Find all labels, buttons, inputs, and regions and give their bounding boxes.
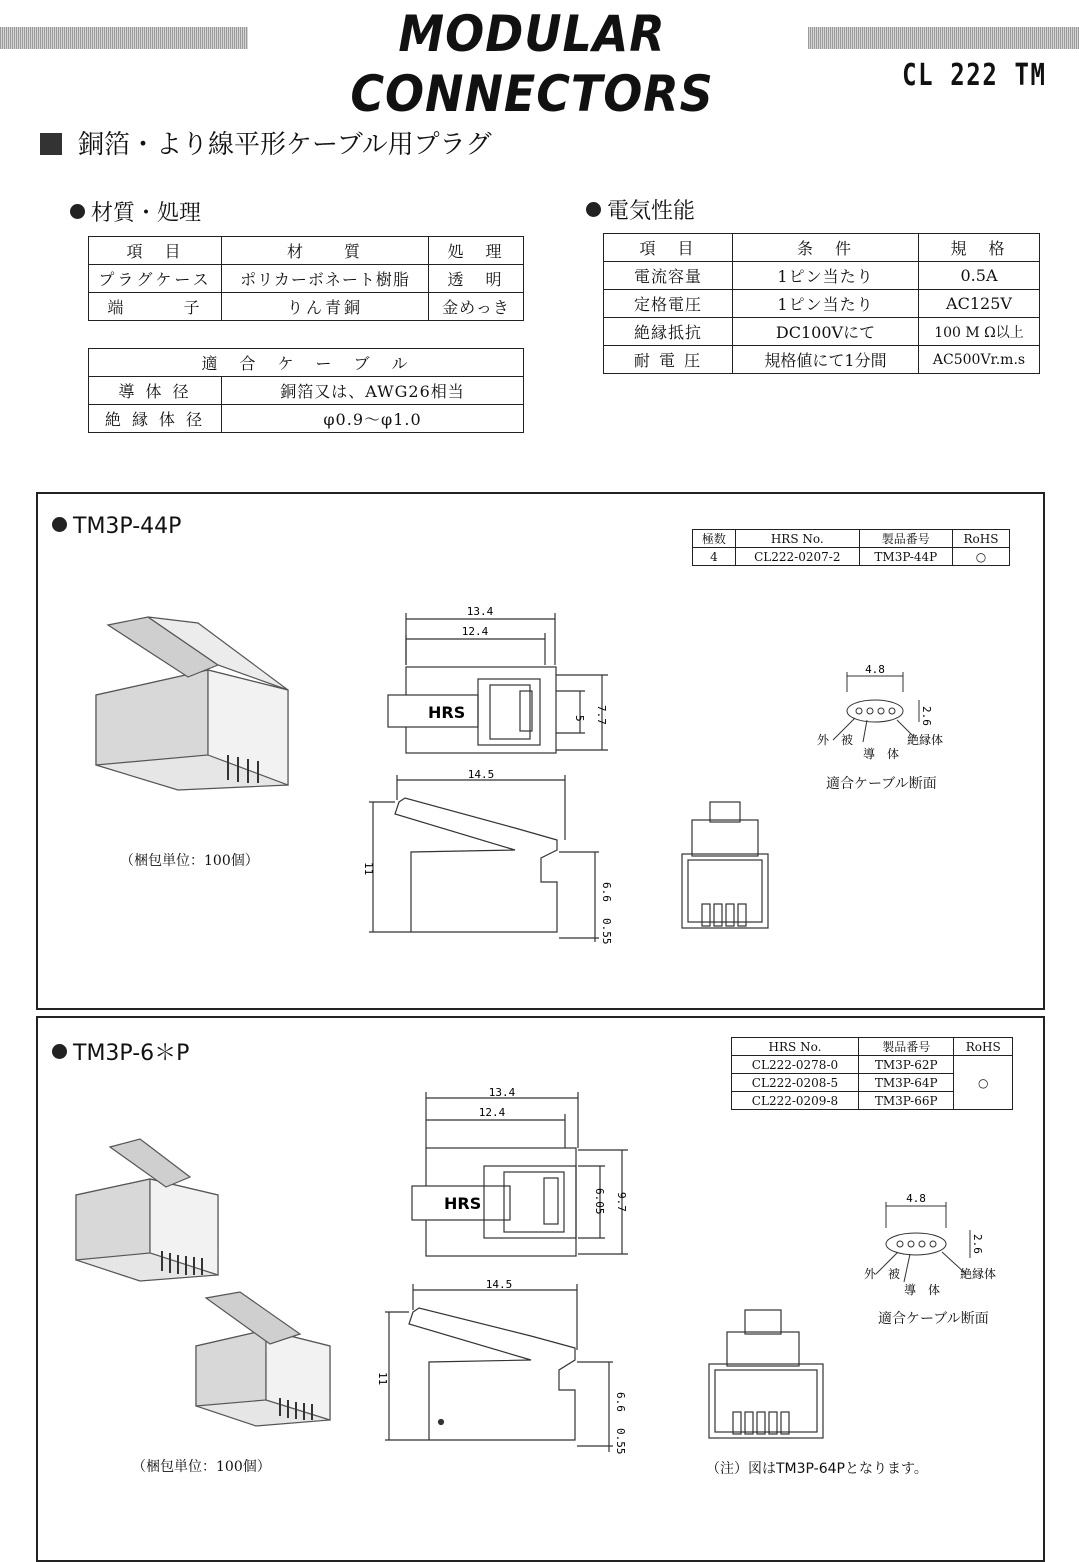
label-conductor: 導 体 bbox=[904, 1283, 941, 1297]
p2-col-rohs: RoHS bbox=[954, 1038, 1013, 1056]
cable-table bbox=[88, 348, 524, 433]
page-title: MODULAR CONNECTORS bbox=[350, 5, 714, 123]
material-cell: りん青銅 bbox=[222, 293, 429, 321]
dim-length-14-5: 14.5 bbox=[467, 768, 495, 781]
dim-width-12-4: 12.4 bbox=[461, 625, 489, 638]
label-insulator: 絶縁体 bbox=[907, 733, 944, 747]
series-code: CL 222 TM bbox=[902, 58, 1047, 93]
p1-col-rohs: RoHS bbox=[952, 530, 1009, 548]
p1-cell: ○ bbox=[952, 548, 1009, 566]
header-bar-right bbox=[808, 27, 1079, 49]
product1-top-view bbox=[380, 605, 630, 765]
product2-side-view bbox=[375, 1280, 635, 1465]
electrical-col-item: 項 目 bbox=[604, 234, 733, 262]
dim-height-7-7: 7.7 bbox=[595, 705, 608, 725]
p2-rohs: ○ bbox=[954, 1056, 1013, 1110]
product2-note: （注）図はTM3P-64Pとなります。 bbox=[706, 1461, 928, 1477]
p2-col-part: 製品番号 bbox=[858, 1038, 954, 1056]
dim-height-6-6: 6.6 bbox=[600, 882, 613, 902]
label-conductor: 導 体 bbox=[863, 747, 900, 761]
dim-width-13-4: 13.4 bbox=[466, 605, 494, 618]
dim-width-12-4: 12.4 bbox=[478, 1106, 506, 1119]
p2-cell: CL222-0208-5 bbox=[732, 1074, 859, 1092]
label-outer-jacket: 外 被 bbox=[817, 733, 854, 747]
cable-cell: 導 体 径 bbox=[89, 377, 222, 405]
cable-header: 適 合 ケ ー ブ ル bbox=[89, 349, 524, 377]
dim-cable-width: 4.8 bbox=[906, 1192, 926, 1205]
product-name: TM3P-6＊P bbox=[52, 1036, 189, 1067]
electrical-table bbox=[603, 233, 1040, 374]
header-bar-left bbox=[0, 27, 248, 49]
material-cell: ポリカーボネート樹脂 bbox=[222, 265, 429, 293]
material-cell: 透 明 bbox=[429, 265, 524, 293]
dim-height-11: 11 bbox=[362, 862, 375, 876]
product2-cable-section bbox=[862, 1190, 1012, 1300]
dim-length-14-5: 14.5 bbox=[485, 1278, 513, 1291]
material-col-material: 材 質 bbox=[222, 237, 429, 265]
dim-cable-height: 2.6 bbox=[920, 706, 933, 726]
electrical-cell: AC125V bbox=[919, 290, 1040, 318]
bullet-icon bbox=[70, 204, 85, 219]
electrical-cell: 電流容量 bbox=[604, 262, 733, 290]
material-col-item: 項 目 bbox=[89, 237, 222, 265]
hrs-logo: HRS bbox=[444, 1194, 482, 1213]
p2-cell: TM3P-64P bbox=[858, 1074, 954, 1092]
dim-height-0-55: 0.55 bbox=[600, 918, 613, 945]
electrical-cell: AC500Vr.m.s bbox=[919, 346, 1040, 374]
product2-photo-bottom bbox=[190, 1290, 340, 1430]
electrical-col-condition: 条 件 bbox=[733, 234, 919, 262]
p2-cell: CL222-0209-8 bbox=[732, 1092, 859, 1110]
dim-height-0-55: 0.55 bbox=[614, 1428, 627, 1455]
label-outer-jacket: 外 被 bbox=[864, 1267, 901, 1281]
product1-photo bbox=[88, 615, 308, 795]
bullet-icon bbox=[586, 202, 601, 217]
product2-top-view bbox=[400, 1088, 640, 1268]
product1-front-view bbox=[678, 800, 778, 945]
p1-cell: 4 bbox=[693, 548, 736, 566]
material-cell: プラグケース bbox=[89, 265, 222, 293]
dim-height-9-7: 9.7 bbox=[615, 1192, 628, 1212]
material-col-finish: 処 理 bbox=[429, 237, 524, 265]
product2-front-view bbox=[705, 1308, 830, 1453]
cable-cell: 絶 縁 体 径 bbox=[89, 405, 222, 433]
square-bullet-icon bbox=[40, 133, 62, 155]
dim-cable-height: 2.6 bbox=[971, 1234, 984, 1254]
material-cell: 端 子 bbox=[89, 293, 222, 321]
dim-width-13-4: 13.4 bbox=[488, 1086, 516, 1099]
material-heading: 材質・処理 bbox=[70, 196, 201, 227]
product2-packing: （梱包単位：100個） bbox=[132, 1459, 271, 1475]
p1-col-poles: 極数 bbox=[693, 530, 736, 548]
p2-col-hrs: HRS No. bbox=[732, 1038, 859, 1056]
material-cell: 金めっき bbox=[429, 293, 524, 321]
product2-cable-label: 適合ケーブル断面 bbox=[878, 1311, 989, 1327]
dim-height-5: 5 bbox=[573, 715, 586, 722]
bullet-icon bbox=[52, 1044, 67, 1059]
electrical-cell: DC100Vにて bbox=[733, 318, 919, 346]
electrical-cell: 耐 電 圧 bbox=[604, 346, 733, 374]
section-title: 銅箔・より線平形ケーブル用プラグ bbox=[40, 124, 492, 161]
electrical-cell: 定格電圧 bbox=[604, 290, 733, 318]
product1-table bbox=[692, 529, 1010, 566]
product-name: TM3P-44P bbox=[52, 514, 181, 539]
dim-height-6-6: 6.6 bbox=[614, 1392, 627, 1412]
product1-packing: （梱包単位：100個） bbox=[120, 853, 259, 869]
electrical-cell: 絶縁抵抗 bbox=[604, 318, 733, 346]
product2-photo-top bbox=[70, 1135, 230, 1285]
electrical-col-spec: 規 格 bbox=[919, 234, 1040, 262]
label-insulator: 絶縁体 bbox=[960, 1267, 997, 1281]
dim-height-6-05: 6.05 bbox=[593, 1188, 606, 1215]
p1-col-hrs: HRS No. bbox=[735, 530, 859, 548]
dim-height-11: 11 bbox=[376, 1372, 389, 1386]
electrical-cell: 1ピン当たり bbox=[733, 290, 919, 318]
electrical-cell: 規格値にて1分間 bbox=[733, 346, 919, 374]
hrs-logo: HRS bbox=[428, 703, 466, 722]
bullet-icon bbox=[52, 517, 67, 532]
p1-col-part: 製品番号 bbox=[859, 530, 952, 548]
electrical-cell: 100 M Ω以上 bbox=[919, 318, 1040, 346]
dim-cable-width: 4.8 bbox=[865, 663, 885, 676]
product1-cable-section bbox=[815, 662, 965, 762]
electrical-heading: 電気性能 bbox=[586, 194, 695, 225]
cable-cell: 銅箔又は、AWG26相当 bbox=[222, 377, 524, 405]
p2-cell: TM3P-62P bbox=[858, 1056, 954, 1074]
material-table bbox=[88, 236, 524, 321]
product1-side-view bbox=[362, 768, 625, 955]
electrical-cell: 0.5A bbox=[919, 262, 1040, 290]
p1-cell: TM3P-44P bbox=[859, 548, 952, 566]
p1-cell: CL222-0207-2 bbox=[735, 548, 859, 566]
p2-cell: CL222-0278-0 bbox=[732, 1056, 859, 1074]
product1-cable-label: 適合ケーブル断面 bbox=[826, 776, 937, 792]
cable-cell: φ0.9〜φ1.0 bbox=[222, 405, 524, 433]
electrical-cell: 1ピン当たり bbox=[733, 262, 919, 290]
product2-table bbox=[731, 1037, 1013, 1110]
p2-cell: TM3P-66P bbox=[858, 1092, 954, 1110]
